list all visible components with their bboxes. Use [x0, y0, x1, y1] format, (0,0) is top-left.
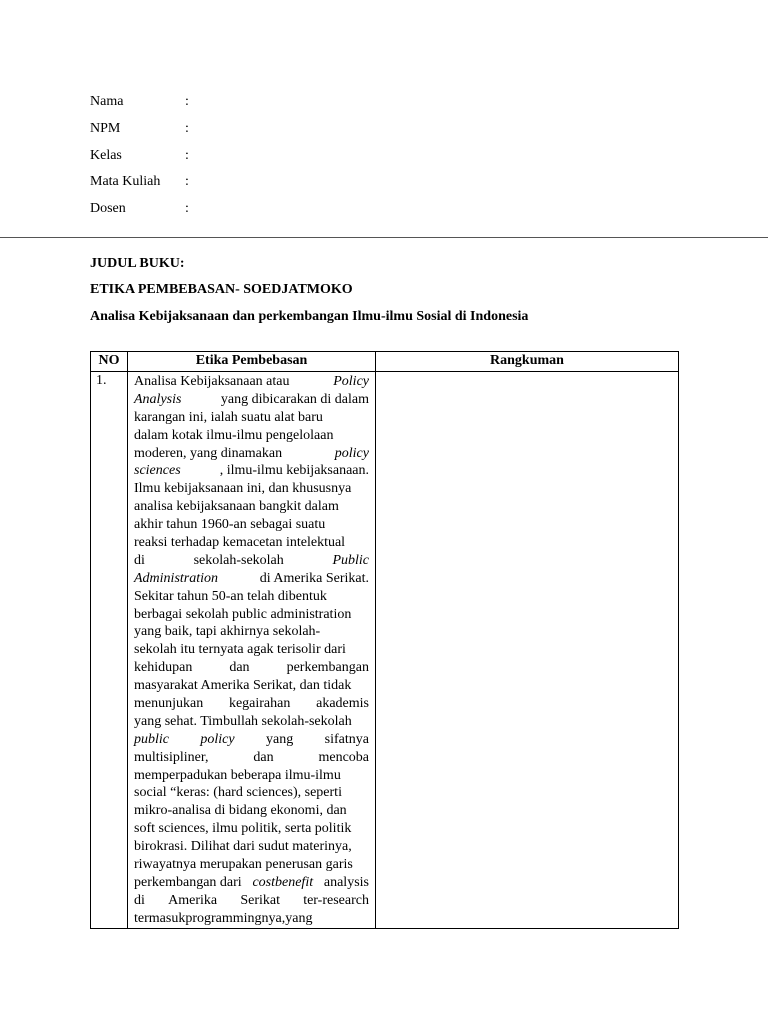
- text-segment: di: [134, 892, 145, 908]
- paragraph-line: [134, 695, 369, 713]
- paragraph-line: [134, 767, 369, 785]
- paragraph-line: [134, 534, 369, 552]
- horizontal-divider: [0, 237, 768, 238]
- text-segment: sekolah-sekolah: [193, 552, 284, 568]
- paragraph-line: [134, 427, 369, 445]
- text-segment: yang sehat. Timbullah sekolah-sekolah: [134, 713, 352, 729]
- text-segment: social “keras: (hard sciences), seperti: [134, 785, 342, 801]
- text-segment: yang baik, tapi akhirnya sekolah-: [134, 624, 321, 640]
- italic-term: Analysis: [134, 391, 182, 407]
- paragraph-line: [134, 516, 369, 534]
- text-segment: sekolah itu ternyata agak terisolir dari: [134, 642, 346, 658]
- paragraph-line: [134, 480, 369, 498]
- field-label: Kelas: [90, 147, 122, 163]
- paragraph-line: [134, 552, 369, 570]
- text-segment: menunjukan: [134, 696, 204, 712]
- text-segment: termasuk: [134, 910, 186, 926]
- field-label: Dosen: [90, 201, 126, 217]
- paragraph-line: [134, 659, 369, 677]
- paragraph-line: [134, 892, 369, 910]
- table-header-row: [91, 352, 679, 372]
- text-segment: Sekitar tahun 50-an telah dibentuk: [134, 588, 327, 604]
- paragraph-line: [134, 677, 369, 695]
- text-segment: , ilmu-ilmu kebijaksanaan.: [219, 463, 369, 479]
- text-segment: di Amerika Serikat.: [259, 570, 369, 586]
- header-etika-pembebasan: Etika Pembebasan: [128, 352, 376, 372]
- text-segment: dan: [253, 749, 274, 765]
- text-segment: berbagai sekolah public administration: [134, 606, 352, 622]
- header-no: NO: [91, 352, 128, 372]
- paragraph-line: [134, 784, 369, 802]
- text-segment: analisa kebijaksanaan bangkit dalam: [134, 499, 339, 515]
- italic-term: policy: [334, 445, 369, 461]
- paragraph-line: [134, 606, 369, 624]
- text-segment: programmingnya,: [185, 910, 286, 926]
- italic-term: Public: [332, 552, 369, 568]
- paragraph-line: [134, 731, 369, 749]
- italic-term: public: [134, 731, 169, 747]
- text-segment: Ilmu kebijaksanaan ini, dan khususnya: [134, 481, 352, 497]
- field-colon: :: [185, 147, 189, 163]
- text-segment: masyarakat Amerika Serikat, dan tidak: [134, 678, 352, 694]
- field-label: Mata Kuliah: [90, 174, 161, 190]
- italic-term: sciences: [134, 463, 181, 479]
- text-segment: riwayatnya merupakan penerusan garis: [134, 857, 353, 873]
- text-segment: memperpadukan beberapa ilmu-ilmu: [134, 767, 341, 783]
- text-segment: perkembangan: [286, 660, 369, 676]
- section-subtitle: Analisa Kebijaksanaan dan perkembangan Ilmu-ilmu Sosial di Indonesia: [90, 309, 529, 324]
- paragraph-line: [134, 391, 369, 409]
- field-colon: :: [185, 120, 189, 136]
- italic-term: costbenefit: [252, 874, 314, 890]
- paragraph-line: [134, 641, 369, 659]
- text-segment: mikro-analisa di bidang ekonomi, dan: [134, 803, 347, 819]
- text-segment: sifatnya: [324, 731, 369, 747]
- paragraph-line: [134, 749, 369, 767]
- paragraph-line: [134, 623, 369, 641]
- text-segment: akademis: [316, 696, 369, 712]
- text-segment: mencoba: [318, 749, 369, 765]
- paragraph-line: [134, 462, 369, 480]
- paragraph-line: [134, 373, 369, 391]
- paragraph-line: [134, 838, 369, 856]
- table-row: [91, 372, 679, 929]
- field-colon: :: [185, 94, 189, 109]
- text-segment: karangan ini, ialah suatu alat baru: [134, 409, 323, 425]
- row-number: 1.: [91, 372, 128, 929]
- paragraph-line: [134, 498, 369, 516]
- paragraph-line: [134, 588, 369, 606]
- text-segment: dalam kotak ilmu-ilmu pengelolaan: [134, 427, 334, 443]
- text-segment: birokrasi. Dilihat dari sudut materinya,: [134, 839, 352, 855]
- paragraph-line: [134, 409, 369, 427]
- italic-term: policy: [200, 731, 235, 747]
- field-label: Nama: [90, 94, 124, 109]
- text-segment: kehidupan: [134, 660, 193, 676]
- text-segment: ter-research: [303, 892, 369, 908]
- text-segment: reaksi terhadap kemacetan intelektual: [134, 535, 346, 551]
- field-label: NPM: [90, 120, 121, 136]
- text-segment: yang: [285, 910, 313, 926]
- text-segment: analysis: [323, 874, 369, 890]
- field-colon: :: [185, 174, 189, 190]
- text-segment: yang dibicarakan di dalam: [220, 391, 369, 407]
- italic-term: Administration: [134, 570, 219, 586]
- paragraph-line: [134, 445, 369, 463]
- text-segment: Analisa Kebijaksanaan atau: [134, 374, 290, 389]
- field-colon: :: [185, 201, 189, 217]
- text-segment: kegairahan: [228, 696, 291, 712]
- header-rangkuman: Rangkuman: [376, 352, 679, 372]
- judul-buku-heading: JUDUL BUKU:: [90, 256, 185, 271]
- summary-table: [90, 351, 679, 929]
- text-segment: soft sciences, ilmu politik, serta politik: [134, 821, 352, 837]
- text-segment: perkembangan dari: [134, 874, 242, 890]
- text-segment: moderen, yang dinamakan: [134, 445, 283, 461]
- paragraph-line: [134, 802, 369, 820]
- paragraph-line: [134, 713, 369, 731]
- text-segment: dan: [229, 660, 250, 676]
- text-segment: Serikat: [240, 892, 280, 908]
- rangkuman-cell: [376, 372, 679, 929]
- text-segment: di: [134, 552, 145, 568]
- italic-term: Policy: [333, 374, 369, 389]
- text-segment: multisipliner,: [134, 749, 209, 765]
- paragraph-line: [134, 570, 369, 588]
- etika-pembebasan-text: [128, 372, 376, 929]
- paragraph-line: [134, 874, 369, 892]
- text-segment: yang: [266, 731, 294, 747]
- text-segment: Amerika: [168, 892, 218, 908]
- text-segment: akhir tahun 1960-an sebagai suatu: [134, 517, 326, 533]
- book-title: ETIKA PEMBEBASAN- SOEDJATMOKO: [90, 282, 353, 297]
- paragraph-line: [134, 910, 369, 928]
- paragraph-line: [134, 856, 369, 874]
- paragraph-line: [134, 820, 369, 838]
